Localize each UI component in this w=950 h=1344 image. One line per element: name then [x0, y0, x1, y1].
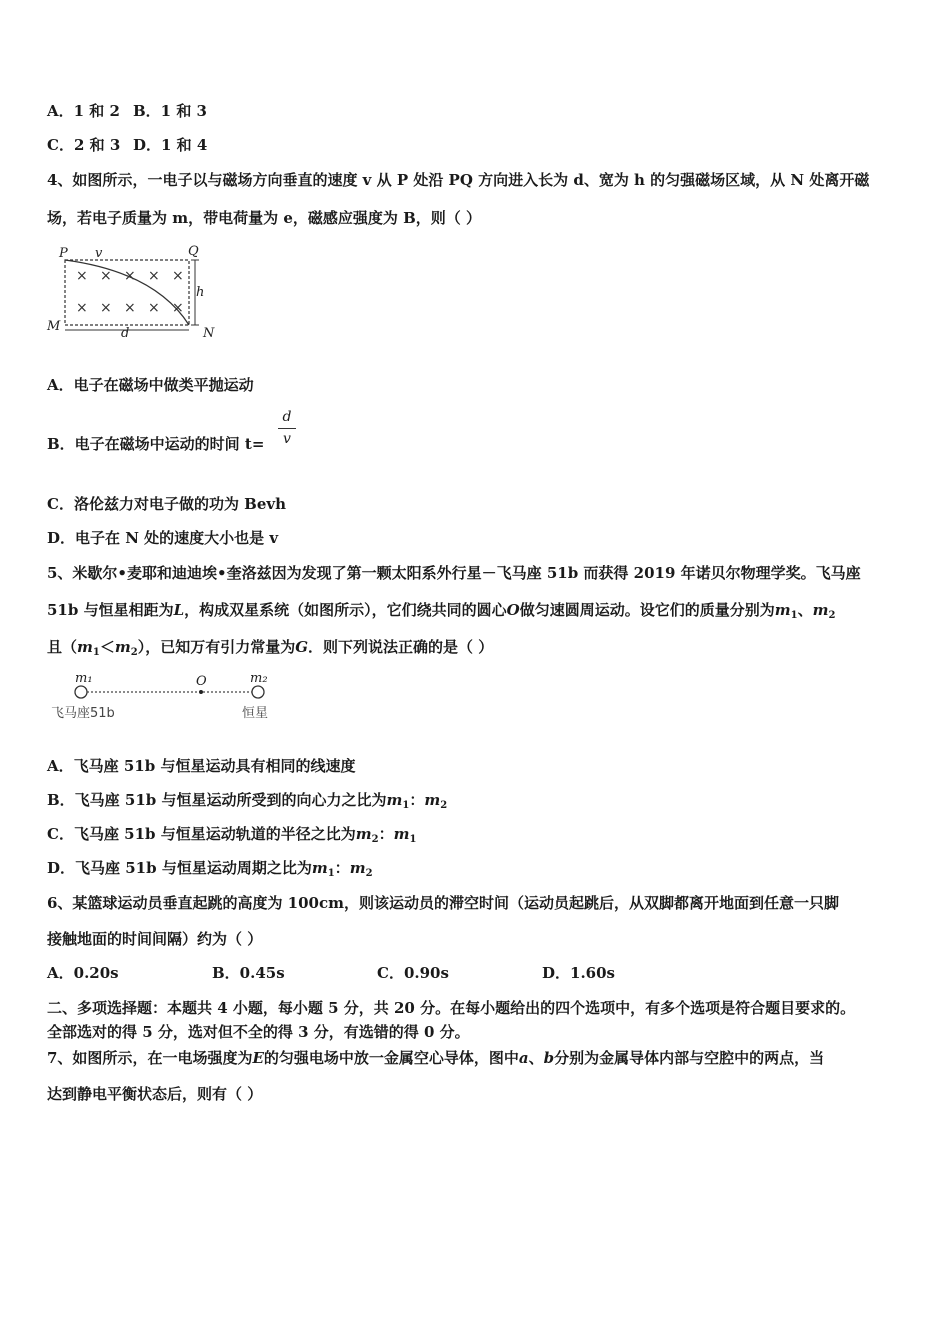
q5-option-d: D．飞马座 51b 与恒星运动周期之比为$m_1$：$m_2$ — [47, 859, 373, 879]
cross-mark: × — [124, 268, 136, 284]
q5-stem-line2: 51b 与恒星相距为L，构成双星系统（如图所示），它们绕共同的圆心O做匀速圆周运动。设它们的质量分别为$m_1$、$m_2$ — [47, 601, 836, 621]
cross-mark: × — [148, 300, 160, 316]
planet-label: 飞马座51b — [51, 706, 115, 721]
star-label: 恒星 — [242, 706, 269, 721]
q4-stem-line1: 4、如图所示，一电子以与磁场方向垂直的速度 v 从 P 处沿 PQ 方向进入长为 d、宽为 h 的匀强磁场区域，从 N 处离开磁 — [47, 171, 870, 189]
q4-stem-line2: 场，若电子质量为 m，带电荷量为 e，磁感应强度为 B，则（ ） — [47, 209, 481, 227]
q6-option-d: D．1.60s — [542, 964, 615, 982]
q5-option-b: B．飞马座 51b 与恒星运动所受到的向心力之比为$m_1$：$m_2$ — [47, 791, 448, 811]
option-d: D．1 和 4 — [133, 136, 208, 154]
q4-option-b — [47, 434, 264, 454]
cross-mark: × — [148, 268, 160, 284]
cross-mark: × — [100, 300, 112, 316]
q6-option-a: A．0.20s — [47, 964, 119, 982]
q4-option-c: C．洛伦兹力对电子做的功为 Bevh — [47, 495, 287, 513]
q7-stem-line1: 7、如图所示，在一电场强度为E的匀强电场中放一金属空心导体，图中a、b分别为金属导体内部与空腔中的两点，当 — [47, 1049, 825, 1067]
label-d: d — [121, 326, 130, 340]
q5-stem-line1: 5、米歇尔•麦耶和迪迪埃•奎洛兹因为发现了第一颗太阳系外行星－飞马座 51b 而获得 2019 年诺贝尔物理学奖。飞马座 — [47, 564, 861, 582]
q4-option-b-text: B．电子在磁场中运动的时间 t= — [47, 435, 265, 453]
field-crosses — [76, 268, 184, 316]
q6-option-c: C．0.90s — [377, 964, 449, 982]
option-a: A．1 和 2 — [47, 102, 120, 120]
cross-mark: × — [172, 300, 184, 316]
label-q: Q — [188, 244, 199, 259]
prev-options-row2 — [47, 135, 207, 155]
cross-mark: × — [76, 300, 88, 316]
cross-mark: × — [76, 268, 88, 284]
planet-circle — [75, 686, 87, 698]
option-c: C．2 和 3 — [47, 136, 121, 154]
label-p: P — [59, 246, 68, 261]
fraction-numerator: d — [282, 409, 292, 425]
star-circle — [252, 686, 264, 698]
time-fraction — [278, 408, 296, 447]
q4-magnetic-field-figure — [45, 240, 225, 340]
prev-options-row1 — [47, 101, 207, 121]
q5-option-c: C．飞马座 51b 与恒星运动轨道的半径之比为$m_2$：$m_1$ — [47, 825, 417, 845]
cross-mark: × — [100, 268, 112, 284]
q5-stem-line3: 且$(m_1<m_2)$，已知万有引力常量为G．则下列说法正确的是（ ） — [47, 638, 494, 658]
q6-option-b: B．0.45s — [212, 964, 285, 982]
label-m1: m₁ — [75, 671, 93, 686]
q4-option-a: A．电子在磁场中做类平抛运动 — [47, 376, 254, 394]
q7-stem-line2: 达到静电平衡状态后，则有（ ） — [47, 1085, 263, 1103]
cross-mark: × — [172, 268, 184, 284]
label-v: v — [95, 246, 103, 261]
section2-heading-line1: 二、多项选择题：本题共 4 小题，每小题 5 分，共 20 分。在每小题给出的四个选项中，有多个选项是符合题目要求的。 — [47, 999, 856, 1017]
fraction-denominator: v — [283, 431, 291, 447]
q6-stem-line1: 6、某篮球运动员垂直起跳的高度为 100cm，则该运动员的滞空时间（运动员起跳后，从双脚都离开地面到任意一只脚 — [47, 894, 839, 912]
q5-binary-star-figure — [45, 668, 285, 728]
label-n: N — [203, 326, 215, 340]
label-h: h — [196, 285, 205, 300]
cross-mark: × — [124, 300, 136, 316]
section2-heading-line2: 全部选对的得 5 分，选对但不全的得 3 分，有选错的得 0 分。 — [47, 1023, 470, 1041]
label-o: O — [196, 674, 207, 689]
center-point — [199, 690, 203, 694]
q4-option-d: D．电子在 N 处的速度大小也是 v — [47, 529, 279, 547]
label-m: M — [47, 319, 61, 334]
q6-stem-line2: 接触地面的时间间隔）约为（ ） — [47, 930, 263, 948]
q6-options — [47, 963, 615, 983]
option-b: B．1 和 3 — [133, 102, 207, 120]
label-m2: m₂ — [250, 671, 268, 686]
q5-option-a: A．飞马座 51b 与恒星运动具有相同的线速度 — [47, 757, 356, 775]
